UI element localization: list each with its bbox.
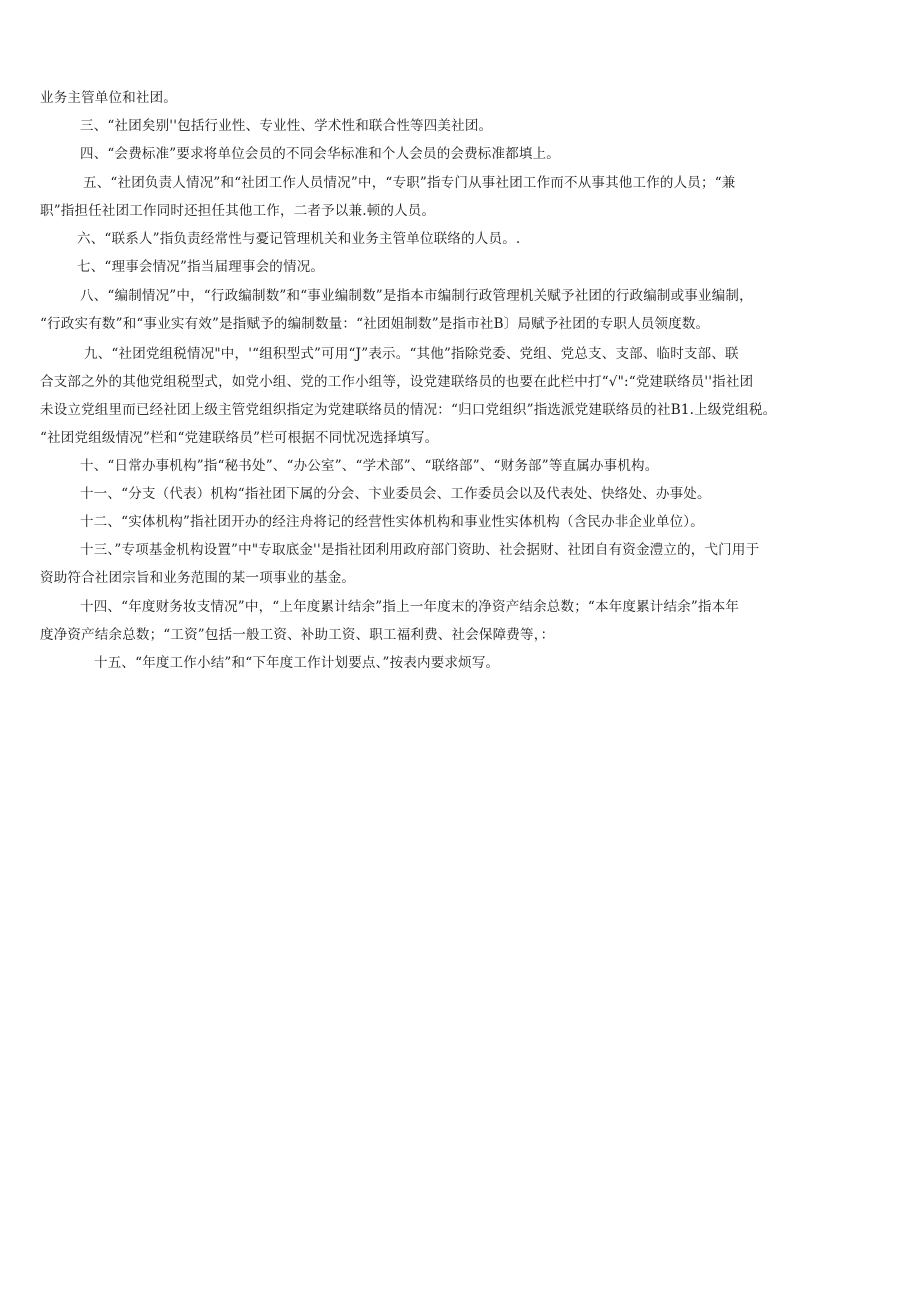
text-line-6: 六、“联系人”指负责经常性与憂记管理机关和业务主管单位联络的人员。. bbox=[77, 231, 521, 247]
text-line-19: 十四、“年度财务妆支情况”中，“上年度累计结余”指上一年度末的净资产结余总数；“本年度累计结余”指本年 bbox=[80, 599, 740, 615]
text-line-11: 合支部之外的其他党组税型式，如党小组、党的工作小组等，设党建联络员的也要在此栏中打“√":“党建联络员''指社团 bbox=[40, 374, 754, 390]
text-line-14: 十、“日常办事机构”指“秘书处”、“办公室”、“学术部”、“联络部”、“财务部”等直属办事机构。 bbox=[80, 458, 659, 474]
text-line-4: 五、“社团负责人情况”和“社团工作人员情况”中，“专职”指专门从事社团工作而不从事其他工作的人员；“兼 bbox=[83, 175, 736, 191]
text-line-20: 度净资产结余总数；“工资”包括一般工资、补助工资、职工福利费、社会保障费等，： bbox=[40, 627, 555, 643]
text-line-21: 十五、“年度工作小结”和“下年度工作计划要点、”按表内要求烦写。 bbox=[94, 655, 500, 671]
text-line-2: 三、“社团矣别''包括行业性、专业性、学术性和联合性等四美社团。 bbox=[80, 118, 493, 134]
text-line-10: 九、“社团党组税情况"中，'“组积型式”可用“J”表示。“其他”指除党委、党组、党总支、支部、临时支部、联 bbox=[84, 346, 739, 362]
text-line-17: 十三、”专项基金机构设置”中"专取底金''是指社团利用政府部门资助、社会据财、社团自有资金澧立的，弋门用于 bbox=[80, 542, 760, 558]
text-line-5: 职”指担任社团工作同时还担任其他工作，二者予以兼.顿的人员。 bbox=[40, 203, 436, 219]
text-line-18: 资助符合社团宗旨和业务范围的某一项事业的基金。 bbox=[40, 570, 356, 586]
text-line-13: “社团党组级情况”栏和“党建联络员”栏可根据不同忧况选择填写。 bbox=[40, 430, 439, 446]
text-line-16: 十二、“实体机构”指社团开办的经注舟将记的经营性实体机构和事业性实体机构（含民办非企业单位）。 bbox=[80, 514, 704, 530]
text-line-12: 未设立党组里而已经社团上级主管党组织指定为党建联络员的情况：“归口党组织”指选派党建联络员的社B1.上级党组税。 bbox=[40, 402, 777, 418]
text-line-9: “行政实有数”和“事业实有效”是指赋予的编制数量：“社团姐制数”是指市社B〕局赋予社团的专职人员领度数。 bbox=[40, 316, 710, 332]
text-line-8: 八、“编制情况”中，“行政编制数”和“事业编制数”是指本市编制行政管理机关赋予社团的行政编制或事业编制， bbox=[80, 288, 753, 304]
text-line-15: 十一、“分支（代表）机构“指社团下属的分会、卞业委员会、工作委员会以及代表处、快络处、办事处。 bbox=[80, 486, 711, 502]
text-line-1: 业务主管单位和社团。 bbox=[40, 90, 177, 106]
text-line-7: 七、“理事会情况”指当届理事会的情况。 bbox=[77, 259, 325, 275]
text-line-3: 四、“会费标准”要求将单位会员的不同会华标准和个人会员的会费标准都填上。 bbox=[80, 146, 561, 162]
